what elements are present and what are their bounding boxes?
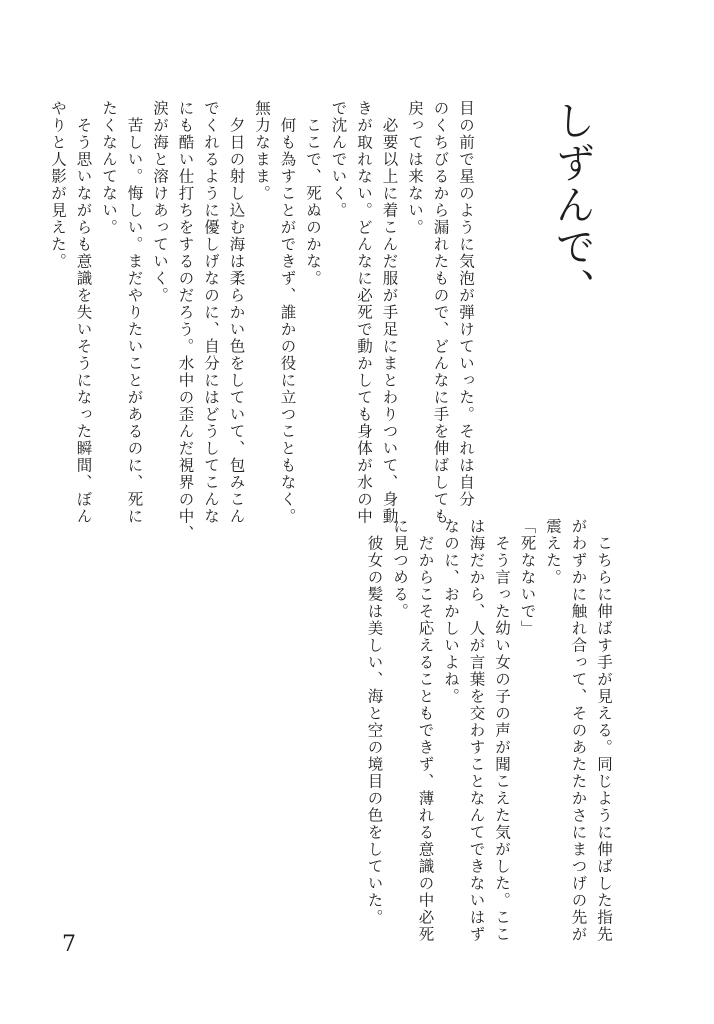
text-line: がわずかに触れ合って、そのあたたかさにまつげの先が <box>569 518 588 943</box>
text-line: で沈んでいく。 <box>329 100 348 219</box>
text-line: 震えた。 <box>544 518 562 586</box>
text-line: そう言った幼い女の子の声が聞こえた気がした。ここ <box>493 518 511 943</box>
text-line: 何も為すことができず、誰かの役に立つこともなく。 <box>278 100 297 525</box>
text-line: なのに、おかしいよね。 <box>442 518 460 705</box>
text-line: にも酷い仕打ちをするのだろう。水中の歪んだ視界の中、 <box>176 100 195 542</box>
text-line: だからこそ応えることもできず、薄れる意識の中必死 <box>416 518 435 943</box>
text-line: に見つめる。 <box>391 518 409 620</box>
text-line: やりと人影が見えた。 <box>49 100 67 270</box>
page-number: 7 <box>62 932 76 957</box>
upper-text-block <box>49 100 478 542</box>
text-line: ここで、死ぬのかな。 <box>304 100 322 287</box>
text-line: 戻っては来ない。 <box>406 100 424 236</box>
text-line: 彼女の髪は美しい、海と空の境目の色をしていた。 <box>365 518 384 926</box>
text-line: 必要以上に着こんだ服が手足にまとわりついて、身動 <box>380 100 399 525</box>
text-line: でくれるように優しげなのに、自分にはどうしてこんな <box>202 100 220 525</box>
text-line: は海だから、人が言葉を交わすことなんてできないはず <box>467 518 486 943</box>
lower-text-block <box>365 518 616 943</box>
text-line: 「死なないで」 <box>518 518 537 637</box>
text-line: たくなんてない。 <box>100 100 118 236</box>
text-line: きが取れない。どんなに必死で動かしても身体が水の中 <box>355 100 373 525</box>
text-line: こちらに伸ばす手が見える。同じように伸ばした指先 <box>595 518 613 943</box>
text-line: 目の前で星のように気泡が弾けていった。それは自分 <box>457 100 475 508</box>
text-line: のくちびるから漏れたもので、どんなに手を伸ばしても <box>431 100 450 525</box>
text-line: そう思いながらも意識を失いそうになった瞬間、ぼん <box>74 100 93 525</box>
text-line: 涙が海と溶けあっていく。 <box>151 100 169 304</box>
text-line: 無力なまま。 <box>253 100 271 202</box>
chapter-title: しずんで、 <box>549 100 595 310</box>
text-line: 苦しい。悔しい。まだやりたいことがあるのに、死に <box>125 100 144 525</box>
text-line: 夕日の射し込む海は柔らかい色をしていて、包みこん <box>227 100 246 525</box>
